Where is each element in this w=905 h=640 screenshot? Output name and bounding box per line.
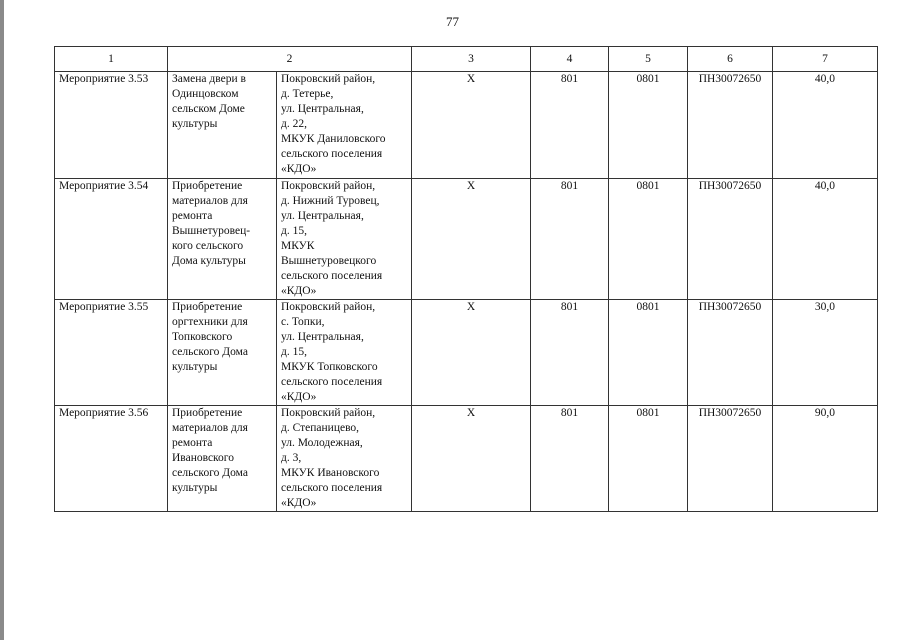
address-line: сельского поселения (281, 148, 383, 160)
table-body (55, 72, 878, 512)
column-header-2: 2 (168, 47, 412, 72)
table-row (55, 72, 878, 179)
event-name-line: Одинцовском (172, 88, 239, 100)
event-name-line: сельском Доме (172, 103, 245, 115)
address-line: ул. Центральная, (281, 331, 364, 343)
address-line: Покровский район, (281, 180, 376, 192)
address-line: сельского поселения (281, 482, 383, 494)
column-header-5: 5 (609, 47, 688, 72)
column-4-cell: 801 (531, 406, 609, 512)
address-line: МКУК (281, 240, 315, 252)
event-name-line: Ивановского (172, 452, 234, 464)
address-line: МКУК Даниловского (281, 133, 386, 145)
column-header-6: 6 (688, 47, 773, 72)
address-cell (277, 406, 412, 512)
table-row (55, 406, 878, 512)
event-name-line: культуры (172, 361, 218, 373)
event-number-cell: Мероприятие 3.56 (55, 406, 168, 512)
event-name-line: Дома культуры (172, 255, 246, 267)
event-name-line: Вышнетуровец- (172, 225, 251, 237)
column-header-3: 3 (412, 47, 531, 72)
column-3-cell: Х (412, 300, 531, 406)
event-name-line: Приобретение (172, 407, 243, 419)
address-line: д. Нижний Туровец, (281, 195, 380, 207)
address-line: сельского поселения (281, 376, 383, 388)
column-7-cell: 90,0 (773, 406, 878, 512)
event-name-line: ремонта (172, 210, 213, 222)
column-3-cell: Х (412, 406, 531, 512)
table-row (55, 179, 878, 300)
address-line: Покровский район, (281, 407, 376, 419)
address-line: ул. Центральная, (281, 210, 364, 222)
event-name-line: сельского Дома (172, 346, 248, 358)
program-activities-table (54, 46, 878, 512)
event-number-cell: Мероприятие 3.55 (55, 300, 168, 406)
address-cell (277, 300, 412, 406)
address-cell (277, 72, 412, 179)
address-line: д. 15, (281, 225, 307, 237)
column-6-cell: ПН30072650 (688, 300, 773, 406)
column-5-cell: 0801 (609, 72, 688, 179)
event-name-line: кого сельского (172, 240, 244, 252)
event-name-line: ремонта (172, 437, 213, 449)
column-header-4: 4 (531, 47, 609, 72)
event-number-cell: Мероприятие 3.53 (55, 72, 168, 179)
address-line: МКУК Ивановского (281, 467, 380, 479)
address-line: МКУК Топковского (281, 361, 378, 373)
column-3-cell: Х (412, 72, 531, 179)
address-line: «КДО» (281, 163, 317, 175)
address-line: ул. Молодежная, (281, 437, 363, 449)
column-6-cell: ПН30072650 (688, 179, 773, 300)
event-name-line: сельского Дома (172, 467, 248, 479)
address-line: Вышнетуровецкого (281, 255, 377, 267)
event-name-cell (168, 72, 277, 179)
address-line: сельского поселения (281, 270, 383, 282)
address-line: ул. Центральная, (281, 103, 364, 115)
column-7-cell: 40,0 (773, 179, 878, 300)
column-5-cell: 0801 (609, 179, 688, 300)
column-3-cell: Х (412, 179, 531, 300)
column-4-cell: 801 (531, 300, 609, 406)
column-header-1: 1 (55, 47, 168, 72)
column-4-cell: 801 (531, 179, 609, 300)
column-header-7: 7 (773, 47, 878, 72)
column-7-cell: 30,0 (773, 300, 878, 406)
event-name-line: Топковского (172, 331, 233, 343)
page-edge-shadow (0, 0, 4, 640)
address-line: Покровский район, (281, 301, 376, 313)
column-6-cell: ПН30072650 (688, 72, 773, 179)
event-name-cell (168, 300, 277, 406)
column-4-cell: 801 (531, 72, 609, 179)
page-number: 77 (446, 14, 459, 29)
column-5-cell: 0801 (609, 406, 688, 512)
column-5-cell: 0801 (609, 300, 688, 406)
address-line: д. 22, (281, 118, 307, 130)
address-cell (277, 179, 412, 300)
column-7-cell: 40,0 (773, 72, 878, 179)
address-line: д. 3, (281, 452, 302, 464)
event-name-line: материалов для (172, 422, 248, 434)
event-number-cell: Мероприятие 3.54 (55, 179, 168, 300)
event-name-cell (168, 406, 277, 512)
event-name-line: материалов для (172, 195, 248, 207)
address-line: Покровский район, (281, 73, 376, 85)
column-6-cell: ПН30072650 (688, 406, 773, 512)
event-name-line: Приобретение (172, 180, 243, 192)
event-name-line: культуры (172, 118, 218, 130)
address-line: с. Топки, (281, 316, 325, 328)
event-name-cell (168, 179, 277, 300)
event-name-line: оргтехники для (172, 316, 248, 328)
address-line: «КДО» (281, 497, 317, 509)
address-line: д. 15, (281, 346, 307, 358)
event-name-line: Приобретение (172, 301, 243, 313)
table-row (55, 300, 878, 406)
address-line: «КДО» (281, 285, 317, 297)
event-name-line: Замена двери в (172, 73, 246, 85)
address-line: д. Тетерье, (281, 88, 334, 100)
table-header-row (55, 47, 878, 72)
event-name-line: культуры (172, 482, 218, 494)
address-line: д. Степаницево, (281, 422, 360, 434)
address-line: «КДО» (281, 391, 317, 403)
